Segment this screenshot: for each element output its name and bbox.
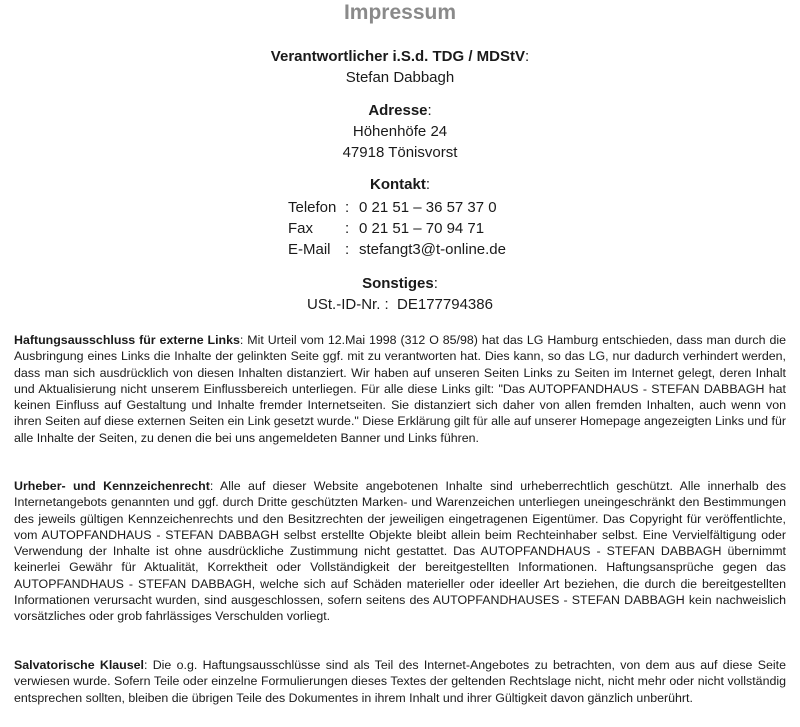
email-sep: : bbox=[345, 241, 350, 258]
contact-colon: : bbox=[425, 176, 430, 193]
page-title: Impressum bbox=[343, 1, 457, 24]
paragraph-external-links bbox=[14, 332, 786, 446]
other-section bbox=[0, 273, 800, 315]
email-value[interactable]: stefangt3@t-online.de bbox=[359, 241, 506, 258]
paragraph-text: : Die o.g. Haftungsausschlüsse sind als Teil des Internet-Angebotes zu betrachten, von dem aus auf diese Seite verwiesen wurde. Sofern Teile oder einzelne Formulierungen dieses Textes der geltenden Rechtslage nicht, nicht mehr oder nicht vollständig entsprechen sollten, bleiben die übrigen Teile des Dokumentes in ihrem Inhalt und ihrer Gültigkeit davon gänzlich unberührt. bbox=[14, 658, 786, 705]
responsible-section bbox=[0, 46, 800, 88]
contact-row-phone bbox=[288, 197, 506, 218]
paragraph-heading: Salvatorische Klausel bbox=[14, 658, 144, 672]
other-heading: Sonstiges bbox=[362, 275, 434, 292]
responsible-heading: Verantwortlicher i.S.d. TDG / MDStV bbox=[270, 48, 526, 65]
paragraph-heading: Urheber- und Kennzeichenrecht bbox=[14, 479, 210, 493]
paragraph-text: : Alle auf dieser Website angebotenen Inhalte sind urheberrechtlich geschützt. Alle innerhalb des Internetangebots genannten und ggf. durch Dritte geschützten Marken- und Warenzeichen unterliegen uneingeschränkt den Bestimmungen des jeweils gültigen Kennzeichenrechts und den Besitzrechten der jeweiligen eingetragenen Eigentümer. Das Copyright für veröffentlichte, vom AUTOPFANDHAUS - STEFAN DABBAGH selbst erstellte Objekte bleibt allein beim Rechteinhaber selbst. Eine Vervielfältigung oder Verwendung der Inhalte ist ohne ausdrückliche Zustimmung nicht gestattet. Das AUTOPFANDHAUS - STEFAN DABBAGH übernimmt keinerlei Gewähr für Aktualität, Korrektheit oder Vollständigkeit der bereitgestellten Informationen. Haftungsansprüche gegen das AUTOPFANDHAUS - STEFAN DABBAGH, welche sich auf Schäden materieller oder ideeller Art beziehen, die durch die bereitgestellten Informationen verursacht wurden, sind ausgeschlossen, sofern seitens des AUTOPFANDHAUSES - STEFAN DABBAGH kein nachweislich vorsätzliches oder grob fahrlässiges Verschulden vorliegt. bbox=[14, 479, 787, 624]
contact-heading-block bbox=[0, 174, 800, 195]
responsible-colon: : bbox=[525, 48, 530, 65]
address-city: 47918 Tönisvorst bbox=[342, 144, 458, 161]
contact-table bbox=[288, 197, 506, 260]
fax-sep: : bbox=[345, 220, 350, 237]
contact-row-email bbox=[288, 239, 506, 260]
phone-label: Telefon bbox=[288, 199, 337, 216]
address-section bbox=[0, 100, 800, 163]
address-colon: : bbox=[427, 102, 432, 119]
paragraph-text: : Mit Urteil vom 12.Mai 1998 (312 O 85/98) hat das LG Hamburg entschieden, dass man durch die Ausbringung eines Links die Inhalte der gelinkten Seite ggf. mit zu verantworten hat. Dies kann, so das LG, nur dadurch verhindert werden, dass man sich ausdrücklich von diesen Inhalten distanziert. Wir haben auf unseren Seiten Links zu Seiten im Internet gelegt, deren Inhalt und Aktualisierung nicht unserem Einflussbereich unterliegen. Für alle diese Links gilt: "Das AUTOPFANDHAUS - STEFAN DABBAGH hat keinen Einfluss auf Gestaltung und Inhalte fremder Internetseiten. Sie distanziert sich daher von allen fremden Inhalten, auch wenn von ihren Seiten auf diese externen Seiten ein Link gesetzt wurde." Diese Erklärung gilt für alle auf unserer Homepage angezeigten Links und für alle Inhalte der Seiten, zu denen die bei uns angemeldeten Banner und Links führen. bbox=[14, 333, 786, 445]
paragraph-severability bbox=[14, 657, 786, 706]
responsible-name: Stefan Dabbagh bbox=[345, 69, 455, 86]
other-colon: : bbox=[433, 275, 438, 292]
fax-label: Fax bbox=[288, 220, 314, 237]
contact-row-fax bbox=[288, 218, 506, 239]
paragraph-copyright bbox=[14, 478, 786, 625]
address-heading: Adresse bbox=[368, 102, 428, 119]
vat-number: USt.-ID-Nr. : DE177794386 bbox=[307, 296, 493, 313]
phone-value: 0 21 51 – 36 57 37 0 bbox=[359, 199, 497, 216]
address-street: Höhenhöfe 24 bbox=[352, 123, 448, 140]
fax-value: 0 21 51 – 70 94 71 bbox=[359, 220, 485, 237]
phone-sep: : bbox=[345, 199, 350, 216]
paragraph-heading: Haftungsausschluss für externe Links bbox=[14, 333, 240, 347]
email-label: E-Mail bbox=[288, 241, 331, 258]
contact-heading: Kontakt bbox=[369, 176, 426, 193]
